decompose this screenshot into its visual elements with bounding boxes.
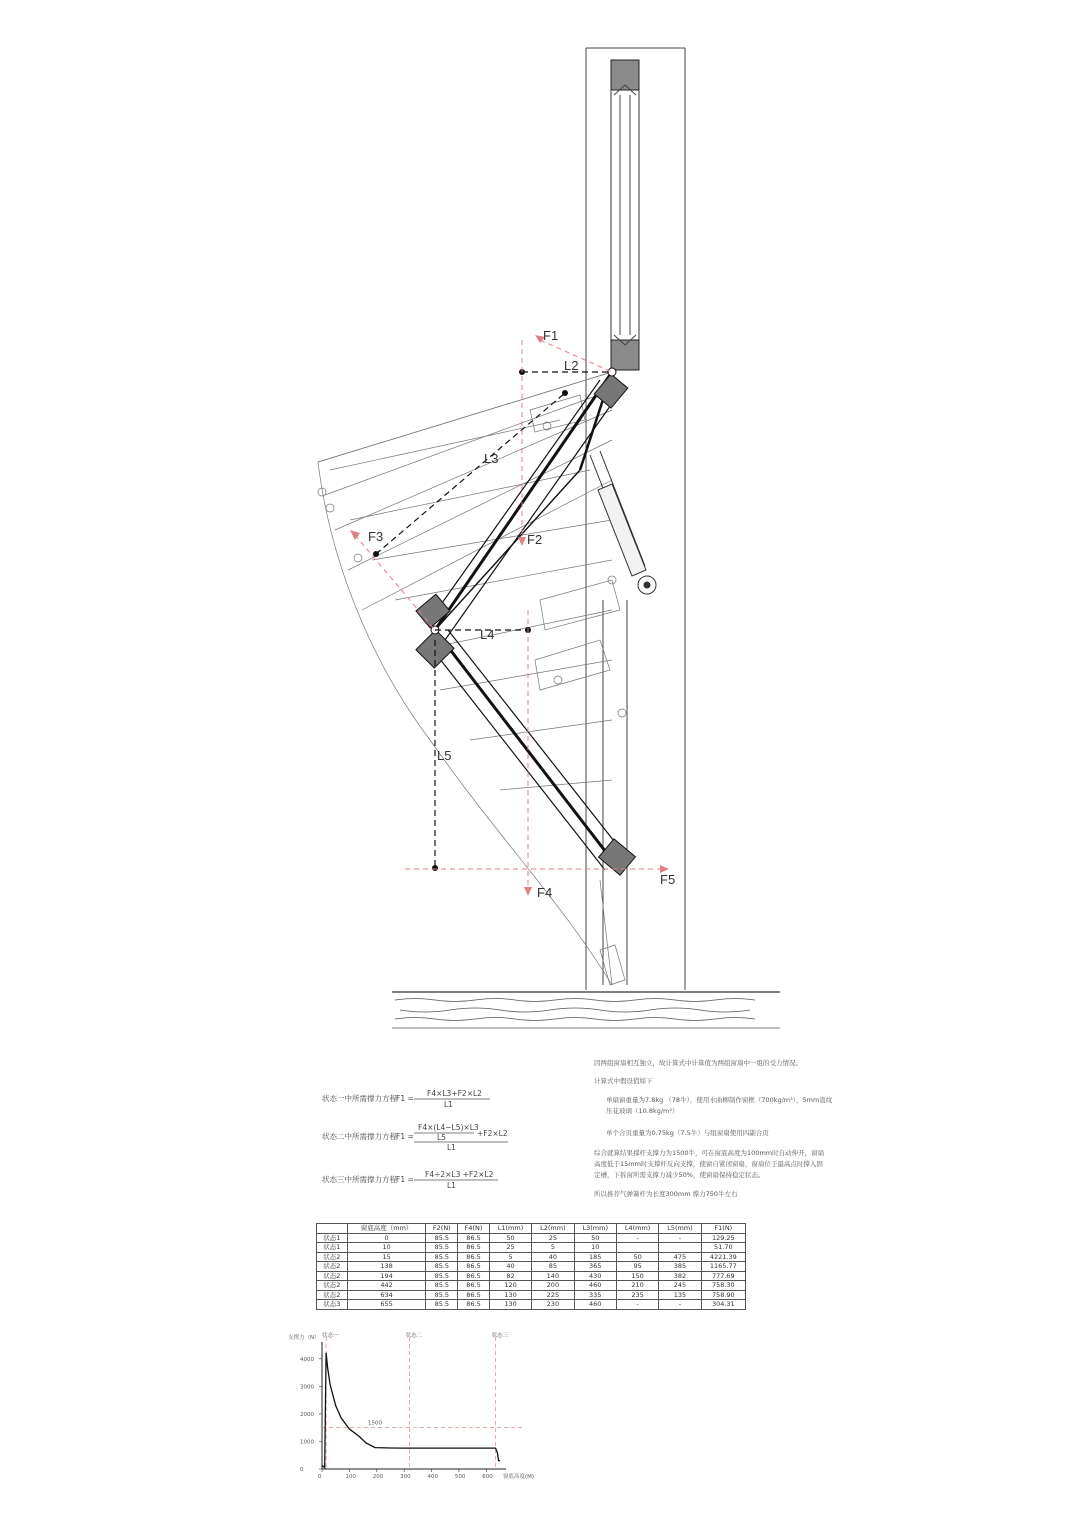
table-cell: 85.5 [426,1252,458,1262]
force-vectors [355,340,668,895]
table-cell: 10 [574,1243,616,1253]
table-cell: 85 [532,1262,574,1272]
formula-1 [322,1089,490,1109]
table-cell: 86.5 [458,1233,490,1243]
table-cell: 230 [532,1300,574,1310]
table-cell: 51.70 [701,1243,745,1253]
x-tick-label: 200 [372,1474,384,1480]
x-tick-label: 0 [318,1474,322,1480]
table-cell [616,1243,658,1253]
table-cell: 85.5 [426,1300,458,1310]
table-row [317,1252,746,1262]
table-header: L3(mm) [574,1224,616,1234]
table-cell: 140 [532,1271,574,1281]
label-f5: F5 [660,872,676,887]
table-cell: 86.5 [458,1281,490,1291]
table-cell: 120 [489,1281,531,1291]
table-cell: 304.31 [701,1300,745,1310]
formula-1-denominator: L1 [444,1100,453,1109]
table-cell: 25 [489,1243,531,1253]
table-cell: 状态2 [317,1252,348,1262]
table-cell: 130 [489,1290,531,1300]
label-f1: F1 [543,328,559,343]
table-row [317,1271,746,1281]
formula-3 [322,1170,498,1190]
table-cell: 129.25 [701,1233,745,1243]
table-cell: - [659,1233,701,1243]
note-2: 单扇窗重量为7.8kg （78牛），使用水曲柳制作窗框（700kg/m³），5mm直纹 [606,1096,833,1104]
table-header: F1(N) [701,1224,745,1234]
table-cell: 状态1 [317,1233,348,1243]
table-cell: - [616,1233,658,1243]
y-tick-label: 3000 [300,1384,314,1391]
table-cell: 状态2 [317,1281,348,1291]
table-cell: 634 [347,1290,426,1300]
table-row [317,1262,746,1272]
table-cell: 138 [347,1262,426,1272]
formula-2 [322,1123,508,1152]
table-cell: 4221.39 [701,1252,745,1262]
formula-2-lhs: F1 = [396,1132,414,1141]
table-header-row [317,1224,746,1234]
table-cell: 40 [532,1252,574,1262]
table-cell: 95 [616,1262,658,1272]
table-cell: 40 [489,1262,531,1272]
table-cell: 135 [659,1290,701,1300]
table-cell: 460 [574,1300,616,1310]
wall-frame [586,48,685,990]
table-cell: 235 [616,1290,658,1300]
table-cell: 430 [574,1271,616,1281]
table-cell: 150 [616,1271,658,1281]
chart-series-line [322,1353,500,1468]
table-cell: 1165.77 [701,1262,745,1272]
table-header: L5(mm) [659,1224,701,1234]
table-cell: 385 [659,1262,701,1272]
force-chart [288,1331,534,1480]
table-cell: 50 [616,1252,658,1262]
table-cell: 86.5 [458,1243,490,1253]
data-table [316,1223,746,1310]
table-cell: 50 [489,1233,531,1243]
table-cell: 状态2 [317,1262,348,1272]
table-cell: 475 [659,1252,701,1262]
table-cell: 5 [489,1252,531,1262]
formula-2-denominator: L1 [447,1143,456,1152]
formula-2-tail: +F2×L2 [477,1129,508,1138]
table-cell: 85.5 [426,1243,458,1253]
formula-3-lhs: F1 = [396,1175,414,1184]
table-row [317,1243,746,1253]
table-row [317,1300,746,1310]
table-cell: 200 [532,1281,574,1291]
table-cell: 85.5 [426,1271,458,1281]
note-8: 所以推荐气弹簧杆为长度300mm 撑力750牛左右 [594,1190,738,1198]
table-header: L1(mm) [489,1224,531,1234]
formula-1-lhs: F1 = [396,1094,414,1103]
x-tick-label: 600 [482,1474,493,1480]
note-7: 定槽，下拆窗所需支撑力减少50%，使窗扇保持稳定状态。 [594,1171,765,1179]
table-cell: 86.5 [458,1271,490,1281]
force-arrowheads [350,335,669,896]
table-cell: 85.5 [426,1290,458,1300]
gas-strut [590,451,656,594]
formula-1-numerator: F4×L3+F2×L2 [427,1089,482,1098]
label-f4: F4 [537,885,553,900]
table-cell: 状态2 [317,1271,348,1281]
table-cell: 15 [347,1252,426,1262]
table-row [317,1281,746,1291]
table-cell: 85.5 [426,1233,458,1243]
note-0: 因两组窗扇相互独立，故计算式中计算值为两组窗扇中一组的受力情况。 [594,1059,802,1067]
label-l2: L2 [564,358,579,373]
table-cell: 655 [347,1300,426,1310]
table-cell: - [659,1300,701,1310]
table-cell: 10 [347,1243,426,1253]
table-cell: 85.5 [426,1262,458,1272]
label-f3: F3 [368,529,384,544]
table-cell: 25 [532,1233,574,1243]
table-cell: 状态3 [317,1300,348,1310]
table-cell: 245 [659,1281,701,1291]
formula-3-label: 状态三中所需撑力方程 [322,1175,397,1184]
state-label: 状态一 [322,1333,339,1339]
table-header: F2(N) [426,1224,458,1234]
label-l4: L4 [480,627,495,642]
table-cell: 86.5 [458,1290,490,1300]
table-cell: 5 [532,1243,574,1253]
x-tick-label: 400 [427,1474,439,1480]
table-cell: 50 [574,1233,616,1243]
table-cell [659,1243,701,1253]
table-cell: 86.5 [458,1252,490,1262]
y-tick-label: 0 [300,1467,304,1473]
reference-line-label: 1500 [368,1420,382,1427]
table-cell: 777.69 [701,1271,745,1281]
table-header: F4(N) [458,1224,490,1234]
formula-2-inner-denominator: L5 [437,1133,446,1142]
table-cell: 185 [574,1252,616,1262]
table-cell: 758.30 [701,1281,745,1291]
table-cell: 82 [489,1271,531,1281]
note-4: 单个合页重量为0.75kg（7.5牛）与组窗扇使用四副合页 [606,1129,769,1137]
chart-y-label: 支撑力（N） [288,1335,320,1341]
table-cell: 状态1 [317,1243,348,1253]
note-6: 高度低于15mm时支撑杆反向支撑，使窗自紧闭窗扇，窗扇位于最高点时撑入固 [594,1160,823,1168]
formula-1-label: 状态一中所需撑力方程 [322,1094,397,1103]
table-cell: 194 [347,1271,426,1281]
table-header [317,1224,348,1234]
note-1: 计算式中假设值如下 [594,1077,653,1085]
x-tick-label: 500 [454,1474,466,1480]
state-label: 状态三 [491,1333,509,1339]
moment-arm-points [373,369,568,871]
formula-2-label: 状态二中所需撑力方程 [322,1132,397,1141]
table-cell: 0 [347,1233,426,1243]
table-cell: 758.90 [701,1290,745,1300]
note-5: 综合就算结果撑杆支撑力为1500牛，可在窗底高度为100mm时自动伸开，窗扇 [594,1149,825,1157]
table-cell: 442 [347,1281,426,1291]
table-cell: 382 [659,1271,701,1281]
table-header: 窗底高度（mm） [347,1224,426,1234]
y-tick-label: 1000 [300,1439,314,1446]
table-cell: 365 [574,1262,616,1272]
formula-3-numerator: F4÷2×L3 +F2×L2 [425,1170,494,1179]
table-cell: 86.5 [458,1300,490,1310]
label-f2: F2 [527,532,543,547]
table-row [317,1290,746,1300]
formula-3-denominator: L1 [447,1181,456,1190]
y-tick-label: 4000 [300,1356,314,1363]
state-label: 状态二 [405,1333,423,1339]
table-cell: 210 [616,1281,658,1291]
table-cell: 86.5 [458,1262,490,1272]
x-tick-label: 100 [345,1474,356,1480]
table-row [317,1233,746,1243]
label-l5: L5 [437,748,452,763]
formula-2-numerator: F4×(L4−L5)×L3 [418,1123,479,1132]
x-tick-label: 300 [400,1474,411,1480]
table-cell: 85.5 [426,1281,458,1291]
table-cell: 130 [489,1300,531,1310]
y-tick-label: 2000 [300,1411,314,1418]
table-cell: - [616,1300,658,1310]
table-cell: 460 [574,1281,616,1291]
table-header: L4(mm) [616,1224,658,1234]
chart-x-label: 窗底高度(M) [503,1474,535,1480]
table-header: L2(mm) [532,1224,574,1234]
ground-section [392,992,780,1028]
notes-block [594,1058,833,1198]
table-cell: 状态2 [317,1290,348,1300]
label-l3: L3 [484,451,499,466]
note-3: 压花玻璃（10.8kg/m²） [606,1107,679,1115]
table-cell: 225 [532,1290,574,1300]
table-cell: 335 [574,1290,616,1300]
